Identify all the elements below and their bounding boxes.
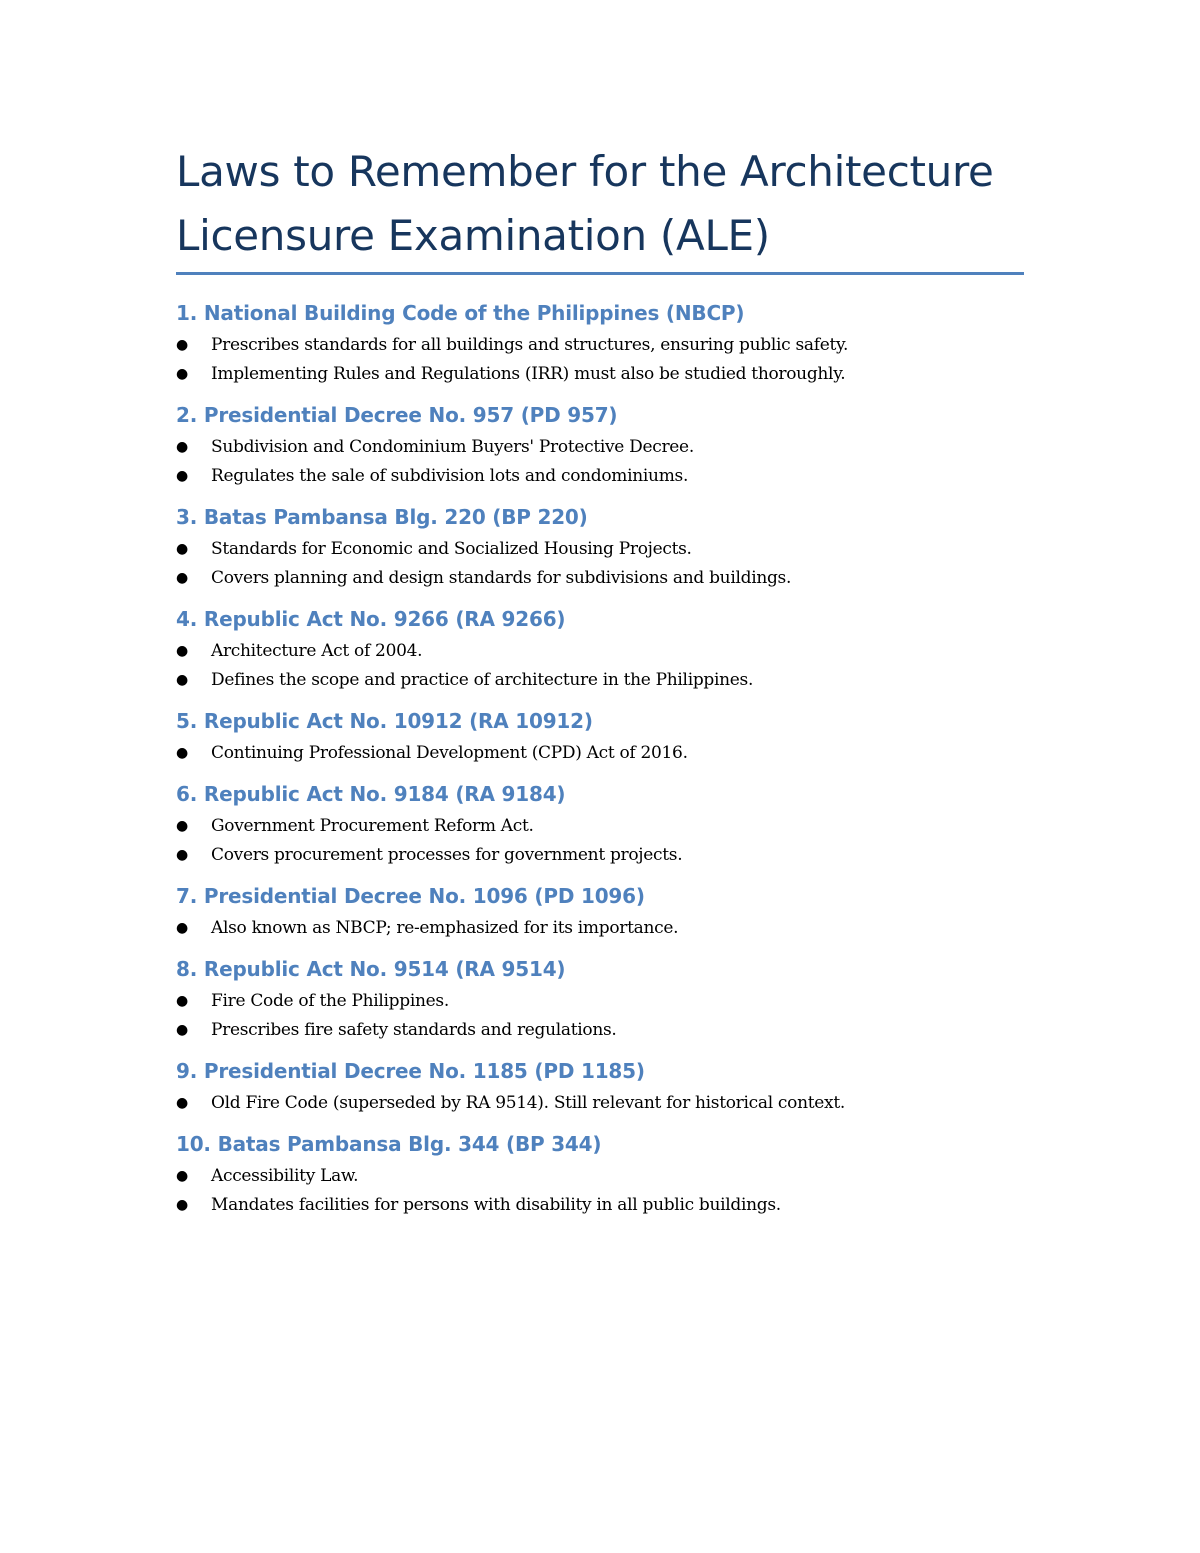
list-item [176, 739, 1024, 768]
bullet-icon: ● [176, 1168, 188, 1184]
bullet-text: Old Fire Code (superseded by RA 9514). Still relevant for historical context. [211, 1093, 845, 1113]
title-divider [176, 272, 1024, 275]
bullet-text: Fire Code of the Philippines. [211, 991, 449, 1011]
bullet-text: Defines the scope and practice of architecture in the Philippines. [211, 670, 754, 690]
law-section [176, 880, 1024, 943]
list-item [176, 637, 1024, 666]
bullet-icon: ● [176, 672, 188, 688]
law-section [176, 1055, 1024, 1118]
bullet-list [176, 637, 1024, 695]
bullet-icon: ● [176, 1095, 188, 1111]
list-item [176, 433, 1024, 462]
bullet-list [176, 331, 1024, 389]
bullet-icon: ● [176, 993, 188, 1009]
list-item [176, 564, 1024, 593]
list-item [176, 535, 1024, 564]
bullet-list [176, 812, 1024, 870]
bullet-list [176, 739, 1024, 768]
bullet-icon: ● [176, 541, 188, 557]
list-item [176, 914, 1024, 943]
list-item [176, 987, 1024, 1016]
bullet-text: Government Procurement Reform Act. [211, 816, 534, 836]
bullet-text: Continuing Professional Development (CPD) Act of 2016. [211, 743, 688, 763]
list-item [176, 841, 1024, 870]
law-section [176, 399, 1024, 491]
bullet-icon: ● [176, 468, 188, 484]
bullet-list [176, 914, 1024, 943]
section-heading: 6. Republic Act No. 9184 (RA 9184) [176, 782, 566, 806]
list-item [176, 666, 1024, 695]
bullet-icon: ● [176, 439, 188, 455]
section-heading: 10. Batas Pambansa Blg. 344 (BP 344) [176, 1132, 602, 1156]
bullet-text: Mandates facilities for persons with disability in all public buildings. [211, 1195, 781, 1215]
bullet-icon: ● [176, 847, 188, 863]
section-heading: 8. Republic Act No. 9514 (RA 9514) [176, 957, 566, 981]
document-page [176, 140, 1024, 1230]
bullet-text: Accessibility Law. [211, 1166, 359, 1186]
bullet-icon: ● [176, 920, 188, 936]
bullet-text: Subdivision and Condominium Buyers' Protective Decree. [211, 437, 694, 457]
section-heading: 2. Presidential Decree No. 957 (PD 957) [176, 403, 618, 427]
bullet-text: Prescribes standards for all buildings and structures, ensuring public safety. [211, 335, 849, 355]
list-item [176, 1191, 1024, 1220]
list-item [176, 462, 1024, 491]
law-section [176, 297, 1024, 389]
bullet-icon: ● [176, 570, 188, 586]
bullet-icon: ● [176, 1022, 188, 1038]
section-heading: 1. National Building Code of the Philippines (NBCP) [176, 301, 745, 325]
bullet-list [176, 1089, 1024, 1118]
title-line-2: Licensure Examination (ALE) [176, 211, 770, 260]
list-item [176, 331, 1024, 360]
bullet-text: Regulates the sale of subdivision lots and condominiums. [211, 466, 689, 486]
title-line-1: Laws to Remember for the Architecture [176, 147, 994, 196]
bullet-text: Covers planning and design standards for subdivisions and buildings. [211, 568, 792, 588]
law-section [176, 953, 1024, 1045]
bullet-text: Also known as NBCP; re-emphasized for its importance. [211, 918, 679, 938]
bullet-text: Implementing Rules and Regulations (IRR) must also be studied thoroughly. [211, 364, 846, 384]
section-heading: 7. Presidential Decree No. 1096 (PD 1096) [176, 884, 645, 908]
list-item [176, 1089, 1024, 1118]
section-heading: 3. Batas Pambansa Blg. 220 (BP 220) [176, 505, 588, 529]
list-item [176, 1162, 1024, 1191]
bullet-text: Standards for Economic and Socialized Housing Projects. [211, 539, 692, 559]
list-item [176, 812, 1024, 841]
bullet-list [176, 1162, 1024, 1220]
bullet-text: Covers procurement processes for government projects. [211, 845, 683, 865]
bullet-icon: ● [176, 366, 188, 382]
bullet-icon: ● [176, 337, 188, 353]
bullet-icon: ● [176, 818, 188, 834]
bullet-icon: ● [176, 745, 188, 761]
law-section [176, 778, 1024, 870]
section-heading: 9. Presidential Decree No. 1185 (PD 1185) [176, 1059, 645, 1083]
bullet-icon: ● [176, 1197, 188, 1213]
law-section [176, 501, 1024, 593]
law-section [176, 1128, 1024, 1220]
bullet-text: Architecture Act of 2004. [211, 641, 423, 661]
list-item [176, 1016, 1024, 1045]
law-section [176, 705, 1024, 768]
page-title [176, 140, 1024, 268]
bullet-icon: ● [176, 643, 188, 659]
bullet-list [176, 433, 1024, 491]
section-heading: 5. Republic Act No. 10912 (RA 10912) [176, 709, 593, 733]
law-section [176, 603, 1024, 695]
bullet-list [176, 987, 1024, 1045]
sections-list [176, 297, 1024, 1220]
list-item [176, 360, 1024, 389]
bullet-text: Prescribes fire safety standards and regulations. [211, 1020, 617, 1040]
section-heading: 4. Republic Act No. 9266 (RA 9266) [176, 607, 566, 631]
bullet-list [176, 535, 1024, 593]
